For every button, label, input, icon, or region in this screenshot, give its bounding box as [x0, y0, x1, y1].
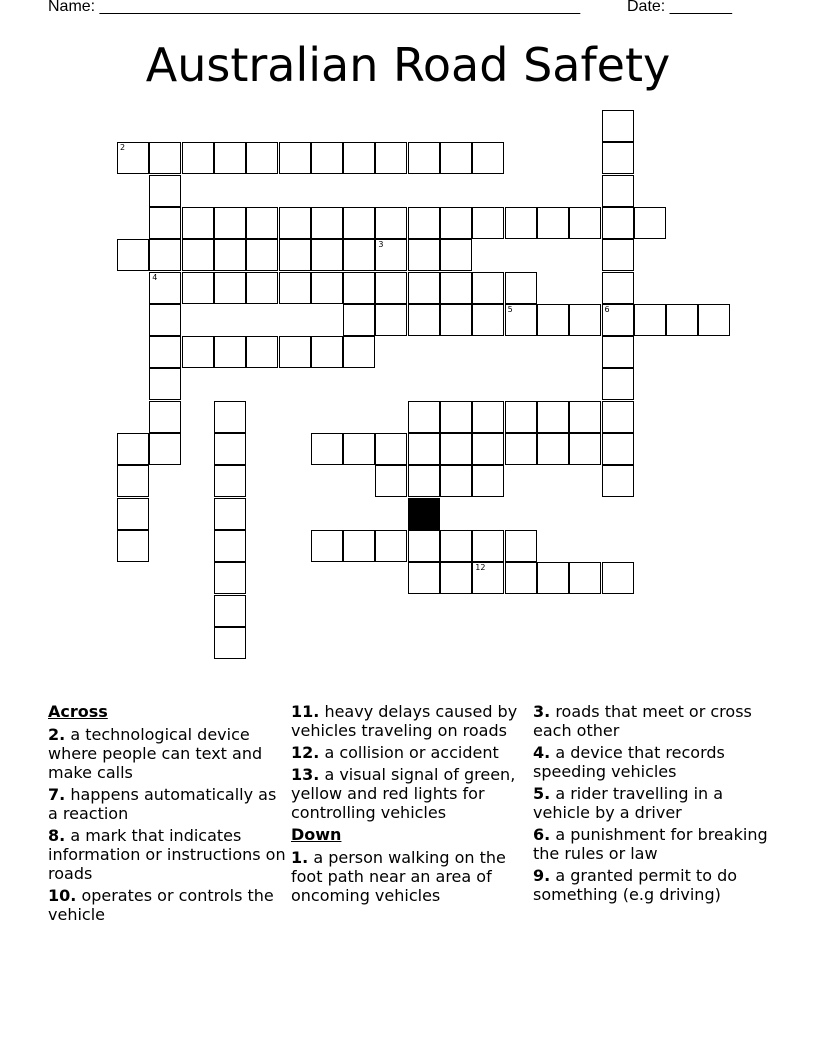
- grid-cell[interactable]: [375, 207, 407, 239]
- clue-item: [533, 702, 773, 740]
- grid-cell[interactable]: [602, 110, 634, 142]
- clue-item: [533, 743, 773, 781]
- clue-item-text: a collision or accident: [324, 743, 499, 762]
- grid-cell[interactable]: [472, 304, 504, 336]
- grid-cell[interactable]: [246, 207, 278, 239]
- clue-item: [48, 785, 288, 823]
- grid-cell[interactable]: [149, 433, 181, 465]
- grid-cell[interactable]: [569, 562, 601, 594]
- clue-item: [291, 702, 527, 740]
- grid-cell[interactable]: [214, 562, 246, 594]
- grid-cell[interactable]: [537, 207, 569, 239]
- grid-cell[interactable]: [279, 336, 311, 368]
- grid-cell[interactable]: [311, 207, 343, 239]
- grid-cell[interactable]: [117, 530, 149, 562]
- grid-cell[interactable]: [182, 239, 214, 271]
- grid-cell[interactable]: [117, 142, 149, 174]
- grid-cell[interactable]: [311, 239, 343, 271]
- grid-cell[interactable]: [602, 336, 634, 368]
- grid-cell[interactable]: [602, 368, 634, 400]
- grid-cell[interactable]: [182, 272, 214, 304]
- grid-cell[interactable]: [440, 207, 472, 239]
- clue-item-text: a person walking on the foot path near an area of oncoming vehicles: [291, 848, 506, 905]
- clue-item-number: 12.: [291, 743, 320, 762]
- grid-cell[interactable]: [408, 207, 440, 239]
- grid-cell[interactable]: [602, 207, 634, 239]
- grid-cell[interactable]: [246, 239, 278, 271]
- grid-cell[interactable]: [311, 433, 343, 465]
- grid-cell[interactable]: [214, 530, 246, 562]
- clue-item: [291, 743, 527, 762]
- grid-cell[interactable]: [602, 175, 634, 207]
- grid-cell[interactable]: [214, 272, 246, 304]
- grid-cell[interactable]: [472, 207, 504, 239]
- grid-cell[interactable]: [505, 433, 537, 465]
- clue-item-number: 5.: [533, 784, 551, 803]
- grid-cell[interactable]: [214, 627, 246, 659]
- clue-item-number: 13.: [291, 765, 320, 784]
- page-title: Australian Road Safety: [145, 38, 671, 92]
- clue-item: [533, 784, 773, 822]
- clue-item-text: a rider travelling in a vehicle by a driver: [533, 784, 724, 822]
- clue-item-text: a technological device where people can text and make calls: [48, 725, 263, 782]
- grid-cell[interactable]: [214, 465, 246, 497]
- grid-cell[interactable]: [569, 401, 601, 433]
- grid-cell[interactable]: [375, 530, 407, 562]
- grid-cell[interactable]: [408, 530, 440, 562]
- clue-item-number: 9.: [533, 866, 551, 885]
- clues-column-3: [533, 702, 773, 907]
- clues-column-2: [291, 702, 527, 908]
- grid-cell[interactable]: [149, 272, 181, 304]
- grid-cell[interactable]: [602, 401, 634, 433]
- clue-item-text: a punishment for breaking the rules or law: [533, 825, 768, 863]
- grid-cell[interactable]: [149, 175, 181, 207]
- grid-cell[interactable]: [182, 142, 214, 174]
- clue-item-number: 3.: [533, 702, 551, 721]
- grid-cell[interactable]: [472, 465, 504, 497]
- grid-cell[interactable]: [117, 498, 149, 530]
- clue-number: 2: [120, 143, 126, 153]
- black-square: [408, 498, 440, 530]
- grid-cell[interactable]: [505, 304, 537, 336]
- grid-cell[interactable]: [375, 433, 407, 465]
- grid-cell[interactable]: [246, 272, 278, 304]
- grid-cell[interactable]: [602, 304, 634, 336]
- clue-item-text: operates or controls the vehicle: [48, 886, 274, 924]
- clue-item-number: 10.: [48, 886, 77, 905]
- grid-cell[interactable]: [505, 272, 537, 304]
- grid-cell[interactable]: [472, 530, 504, 562]
- grid-cell[interactable]: [408, 239, 440, 271]
- grid-cell[interactable]: [602, 239, 634, 271]
- grid-cell[interactable]: [537, 562, 569, 594]
- grid-cell[interactable]: [343, 272, 375, 304]
- grid-cell[interactable]: [117, 239, 149, 271]
- grid-cell[interactable]: [698, 304, 730, 336]
- grid-cell[interactable]: [214, 239, 246, 271]
- grid-cell[interactable]: [214, 207, 246, 239]
- clue-number: 4: [152, 272, 158, 282]
- clue-item: [533, 866, 773, 904]
- grid-cell[interactable]: [472, 401, 504, 433]
- grid-cell[interactable]: [602, 142, 634, 174]
- grid-cell[interactable]: [408, 142, 440, 174]
- grid-cell[interactable]: [472, 272, 504, 304]
- grid-cell[interactable]: [214, 401, 246, 433]
- grid-cell[interactable]: [117, 465, 149, 497]
- grid-cell[interactable]: [375, 239, 407, 271]
- grid-cell[interactable]: [343, 336, 375, 368]
- grid-cell[interactable]: [311, 272, 343, 304]
- clue-item-number: 11.: [291, 702, 320, 721]
- clue-number: 12: [475, 563, 486, 573]
- grid-cell[interactable]: [375, 465, 407, 497]
- grid-cell[interactable]: [569, 433, 601, 465]
- grid-cell[interactable]: [537, 433, 569, 465]
- grid-cell[interactable]: [279, 207, 311, 239]
- grid-cell[interactable]: [569, 207, 601, 239]
- clue-item: [533, 825, 773, 863]
- clue-item-number: 6.: [533, 825, 551, 844]
- grid-cell[interactable]: [375, 304, 407, 336]
- grid-cell[interactable]: [214, 498, 246, 530]
- clue-item: [291, 848, 527, 905]
- grid-cell[interactable]: [440, 530, 472, 562]
- clue-heading: Down: [291, 825, 342, 844]
- grid-cell[interactable]: [214, 142, 246, 174]
- clue-item-text: heavy delays caused by vehicles traveling on roads: [291, 702, 518, 740]
- grid-cell[interactable]: [634, 304, 666, 336]
- clue-item-number: 8.: [48, 826, 66, 845]
- date-field-label: Date: _______: [627, 0, 732, 15]
- grid-cell[interactable]: [569, 304, 601, 336]
- grid-cell[interactable]: [440, 433, 472, 465]
- clue-item: [48, 886, 288, 924]
- grid-cell[interactable]: [666, 304, 698, 336]
- clue-item-number: 1.: [291, 848, 309, 867]
- clue-item-number: 7.: [48, 785, 66, 804]
- grid-cell[interactable]: [440, 142, 472, 174]
- grid-cell[interactable]: [375, 272, 407, 304]
- grid-cell[interactable]: [505, 530, 537, 562]
- grid-cell[interactable]: [602, 562, 634, 594]
- grid-cell[interactable]: [375, 142, 407, 174]
- grid-cell[interactable]: [440, 272, 472, 304]
- grid-cell[interactable]: [149, 368, 181, 400]
- grid-cell[interactable]: [149, 336, 181, 368]
- grid-cell[interactable]: [634, 207, 666, 239]
- grid-cell[interactable]: [472, 433, 504, 465]
- grid-cell[interactable]: [149, 239, 181, 271]
- grid-cell[interactable]: [602, 465, 634, 497]
- grid-cell[interactable]: [440, 465, 472, 497]
- grid-cell[interactable]: [279, 142, 311, 174]
- grid-cell[interactable]: [408, 465, 440, 497]
- grid-cell[interactable]: [311, 336, 343, 368]
- clue-item-text: roads that meet or cross each other: [533, 702, 752, 740]
- grid-cell[interactable]: [602, 272, 634, 304]
- clue-number: 3: [378, 240, 384, 250]
- clue-heading: Across: [48, 702, 108, 721]
- grid-cell[interactable]: [505, 401, 537, 433]
- clue-item-number: 4.: [533, 743, 551, 762]
- grid-cell[interactable]: [149, 207, 181, 239]
- grid-cell[interactable]: [440, 304, 472, 336]
- clue-number: 5: [507, 304, 513, 314]
- grid-cell[interactable]: [311, 142, 343, 174]
- grid-cell[interactable]: [602, 433, 634, 465]
- grid-cell[interactable]: [246, 336, 278, 368]
- grid-cell[interactable]: [343, 433, 375, 465]
- grid-cell[interactable]: [311, 530, 343, 562]
- grid-cell[interactable]: [440, 401, 472, 433]
- grid-cell[interactable]: [182, 207, 214, 239]
- clue-number: 6: [604, 304, 610, 314]
- grid-cell[interactable]: [149, 401, 181, 433]
- clue-item: [48, 725, 288, 782]
- grid-cell[interactable]: [343, 530, 375, 562]
- grid-cell[interactable]: [408, 272, 440, 304]
- grid-cell[interactable]: [440, 239, 472, 271]
- grid-cell[interactable]: [408, 433, 440, 465]
- grid-cell[interactable]: [472, 142, 504, 174]
- grid-cell[interactable]: [408, 304, 440, 336]
- grid-cell[interactable]: [537, 401, 569, 433]
- grid-cell[interactable]: [343, 239, 375, 271]
- clue-item-text: happens automatically as a reaction: [48, 785, 277, 823]
- clue-item-number: 2.: [48, 725, 66, 744]
- grid-cell[interactable]: [182, 336, 214, 368]
- clue-item-text: a device that records speeding vehicles: [533, 743, 725, 781]
- grid-cell[interactable]: [214, 433, 246, 465]
- name-field-label: Name: ______________________________________________________: [48, 0, 581, 15]
- grid-cell[interactable]: [343, 142, 375, 174]
- clue-item-text: a mark that indicates information or instructions on roads: [48, 826, 286, 883]
- grid-cell[interactable]: [117, 433, 149, 465]
- grid-cell[interactable]: [279, 239, 311, 271]
- grid-cell[interactable]: [505, 562, 537, 594]
- grid-cell[interactable]: [214, 336, 246, 368]
- grid-cell[interactable]: [440, 562, 472, 594]
- grid-cell[interactable]: [472, 562, 504, 594]
- clues-column-1: [48, 702, 288, 927]
- clue-item: [291, 765, 527, 822]
- grid-cell[interactable]: [246, 142, 278, 174]
- grid-cell[interactable]: [505, 207, 537, 239]
- grid-cell[interactable]: [408, 562, 440, 594]
- grid-cell[interactable]: [537, 304, 569, 336]
- grid-cell[interactable]: [149, 304, 181, 336]
- grid-cell[interactable]: [279, 272, 311, 304]
- grid-cell[interactable]: [408, 401, 440, 433]
- clue-item: [48, 826, 288, 883]
- grid-cell[interactable]: [343, 304, 375, 336]
- grid-cell[interactable]: [214, 595, 246, 627]
- clue-item-text: a granted permit to do something (e.g driving): [533, 866, 738, 904]
- grid-cell[interactable]: [343, 207, 375, 239]
- grid-cell[interactable]: [149, 142, 181, 174]
- clue-item-text: a visual signal of green, yellow and red lights for controlling vehicles: [291, 765, 516, 822]
